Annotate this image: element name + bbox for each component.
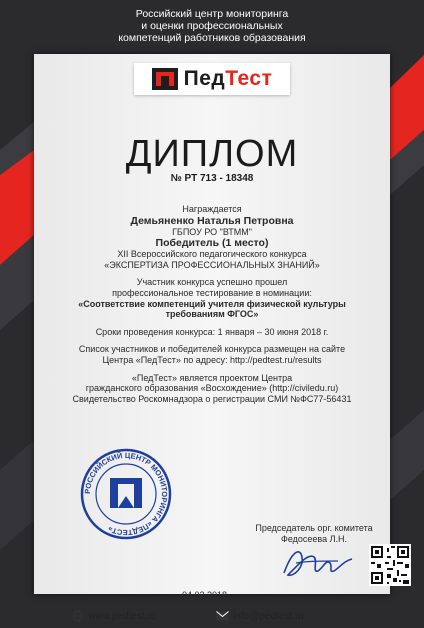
diploma-number: № РТ 713 - 18348 — [170, 173, 254, 184]
footer-email[interactable] — [216, 611, 304, 622]
logo-text-part1: Пед — [183, 67, 226, 90]
chair-name: Федосеева Л.Н. — [280, 534, 347, 544]
pi-logo-icon — [152, 68, 178, 90]
footer-website[interactable] — [72, 610, 156, 622]
passed-line: Участник конкурса успешно прошел — [136, 277, 288, 288]
recipient-name: Демьяненко Наталья Петровна — [130, 214, 294, 227]
results-line: Список участников и победителей конкурса размещен на сайте — [78, 344, 346, 355]
chair-role: Председатель орг. комитета — [255, 523, 373, 533]
header-line: Российский центр мониторинга — [135, 8, 289, 20]
project-line: «ПедТест» является проектом Центра — [131, 372, 293, 383]
organization-header — [0, 8, 424, 44]
project-line: Свидетельство Роскомнадзора о регистрации СМИ №ФС77-56431 — [72, 393, 352, 404]
qr-code-icon — [369, 544, 411, 586]
seal-text: РОССИЙСКИЙ ЦЕНТР МОНИТОРИНГА «ПЕДТЕСТ» — [82, 450, 170, 538]
passed-line: профессиональное тестирование в номинации: — [112, 287, 312, 298]
nomination: требованиям ФГОС» — [165, 309, 259, 320]
logo-text-part2: Тест — [225, 67, 273, 90]
institution: ГБПОУ РО "ВТММ" — [172, 226, 252, 237]
pedtest-logo — [134, 63, 290, 95]
signature-icon — [278, 543, 358, 583]
committee-chair — [239, 523, 389, 545]
issue-date: 04.02.2018 — [182, 590, 228, 600]
project-line: гражданского образования «Восхождение» (http://civiledu.ru) — [85, 383, 339, 394]
contest-period: Сроки проведения конкурса: 1 января – 30 июня 2018 г. — [95, 326, 329, 337]
diploma-title: ДИПЛОМ — [125, 133, 299, 175]
mail-icon — [216, 611, 229, 621]
logo-text — [184, 67, 273, 91]
website-link[interactable]: www.pedtest.ru — [88, 610, 157, 622]
nomination: «Соответствие компетенций учителя физической культуры — [78, 298, 346, 309]
place: Победитель (1 место) — [155, 237, 269, 250]
contest-line: XII Всероссийского педагогического конкурса — [117, 249, 307, 260]
results-line: Центра «ПедТест» по адресу: http://pedtest.ru/results — [102, 354, 322, 365]
contest-name: «ЭКСПЕРТИЗА ПРОФЕССИОНАЛЬНЫХ ЗНАНИЙ» — [104, 259, 320, 270]
header-line: компетенций работников образования — [118, 32, 306, 44]
diploma-sheet — [34, 54, 390, 622]
official-seal-icon — [80, 448, 172, 540]
awarded-label: Награждается — [182, 204, 242, 214]
award-text — [34, 204, 390, 404]
header-line: и оценки профессиональных — [141, 20, 283, 32]
globe-icon — [72, 610, 84, 622]
footer — [34, 604, 390, 628]
email-link[interactable]: info@pedtest.ru — [233, 610, 304, 622]
